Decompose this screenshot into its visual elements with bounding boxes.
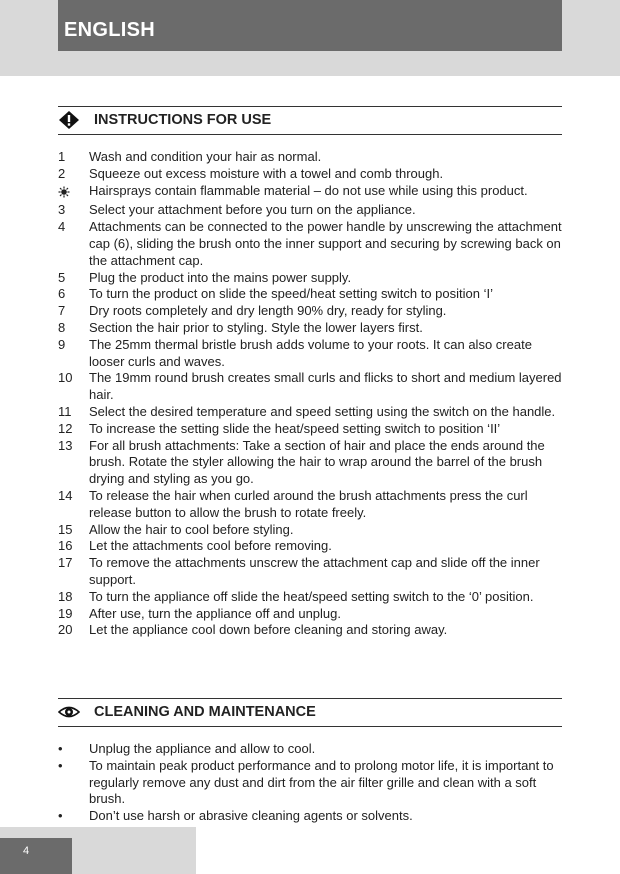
- list-item: [58, 183, 562, 203]
- page-number: 4: [0, 838, 72, 874]
- item-text: To turn the appliance off slide the heat/speed setting switch to the ‘0’ position.: [89, 588, 534, 604]
- instructions-list: [58, 149, 562, 639]
- list-item: [58, 758, 562, 808]
- list-item: [58, 555, 562, 589]
- instructions-heading: [58, 106, 562, 135]
- bullet: •: [58, 741, 63, 756]
- list-item: [58, 538, 562, 555]
- item-number: 19: [58, 605, 73, 621]
- bullet: •: [58, 757, 63, 773]
- cleaning-heading: [58, 698, 562, 727]
- item-text: The 19mm round brush creates small curls and flicks to short and medium layered hair.: [89, 370, 562, 403]
- item-number: 12: [58, 420, 73, 436]
- item-text: Dry roots completely and dry length 90% dry, ready for styling.: [89, 303, 447, 319]
- item-number: 13: [58, 437, 73, 453]
- list-item: [58, 370, 562, 404]
- list-item: [58, 219, 562, 269]
- language-header: ENGLISH: [58, 0, 562, 51]
- item-text: Attachments can be connected to the power handle by unscrewing the attachment cap (6), sliding the brush onto the inner support and securing by screwing back on the attachment cap.: [89, 219, 562, 268]
- list-item: [58, 522, 562, 539]
- list-item: [58, 488, 562, 522]
- item-text: To remove the attachments unscrew the attachment cap and slide off the inner support.: [89, 555, 540, 587]
- item-text: Let the attachments cool before removing.: [89, 538, 332, 554]
- item-text: Don’t use harsh or abrasive cleaning agents or solvents.: [89, 808, 413, 824]
- item-text: To maintain peak product performance and to prolong motor life, it is important to regularly remove any dust and dirt from the air filter grille and clean with a soft brush.: [89, 757, 554, 807]
- item-text: After use, turn the appliance off and unplug.: [89, 605, 341, 621]
- item-text: Select your attachment before you turn on the appliance.: [89, 202, 416, 218]
- list-item: [58, 337, 562, 371]
- flammable-warning-icon: [58, 183, 89, 203]
- item-number: 7: [58, 303, 66, 319]
- list-item: [58, 270, 562, 287]
- item-text: Hairsprays contain flammable material – do not use while using this product.: [89, 182, 528, 198]
- item-number: 6: [58, 286, 66, 302]
- item-number: 17: [58, 555, 73, 571]
- list-item: [58, 421, 562, 438]
- item-text: Let the appliance cool down before cleaning and storing away.: [89, 622, 448, 638]
- list-item: [58, 606, 562, 623]
- item-number: 9: [58, 336, 66, 352]
- list-item: [58, 741, 562, 758]
- list-item: [58, 149, 562, 166]
- list-item: [58, 286, 562, 303]
- list-item: [58, 589, 562, 606]
- list-item: [58, 303, 562, 320]
- item-text: Squeeze out excess moisture with a towel and comb through.: [89, 165, 444, 181]
- item-text: Section the hair prior to styling. Style the lower layers first.: [89, 319, 423, 335]
- bullet: •: [58, 808, 63, 824]
- item-text: Select the desired temperature and speed setting using the switch on the handle.: [89, 403, 556, 419]
- item-number: 3: [58, 202, 66, 218]
- item-number: 14: [58, 487, 73, 503]
- list-item: [58, 808, 562, 825]
- eye-icon: [58, 702, 80, 722]
- item-number: 8: [58, 319, 66, 335]
- item-number: 11: [58, 403, 72, 419]
- list-item: [58, 438, 562, 488]
- warning-icon: [58, 110, 80, 130]
- cleaning-title: CLEANING AND MAINTENANCE: [94, 704, 316, 720]
- list-item: [58, 622, 562, 639]
- item-text: To turn the product on slide the speed/heat setting switch to position ‘I’: [89, 286, 493, 302]
- item-text: To release the hair when curled around the brush attachments press the curl release button to allow the brush to rotate freely.: [89, 487, 528, 520]
- item-number: 2: [58, 165, 66, 181]
- item-text: To increase the setting slide the heat/speed setting switch to position ‘II’: [89, 420, 501, 436]
- list-item: [58, 404, 562, 421]
- item-text: Wash and condition your hair as normal.: [89, 149, 322, 164]
- item-number: 4: [58, 219, 66, 235]
- list-item: [58, 320, 562, 337]
- instructions-title: INSTRUCTIONS FOR USE: [94, 112, 272, 128]
- item-text: Plug the product into the mains power supply.: [89, 269, 352, 285]
- item-number: 20: [58, 622, 73, 638]
- item-number: 15: [58, 521, 73, 537]
- cleaning-list: [58, 741, 562, 825]
- item-text: The 25mm thermal bristle brush adds volume to your roots. It can also create looser curls and waves.: [89, 336, 532, 369]
- list-item: [58, 166, 562, 183]
- item-text: Allow the hair to cool before styling.: [89, 521, 294, 537]
- list-item: [58, 202, 562, 219]
- item-number: 16: [58, 538, 73, 554]
- item-number: 5: [58, 269, 66, 285]
- item-number: 10: [58, 370, 73, 386]
- item-text: Unplug the appliance and allow to cool.: [89, 741, 316, 756]
- item-number: 18: [58, 588, 73, 604]
- item-number: 1: [58, 149, 66, 164]
- item-text: For all brush attachments: Take a section of hair and place the ends around the brush. Rotate the styler allowing the hair to wrap around the barrel of the brush drying and styling as you go.: [89, 437, 545, 487]
